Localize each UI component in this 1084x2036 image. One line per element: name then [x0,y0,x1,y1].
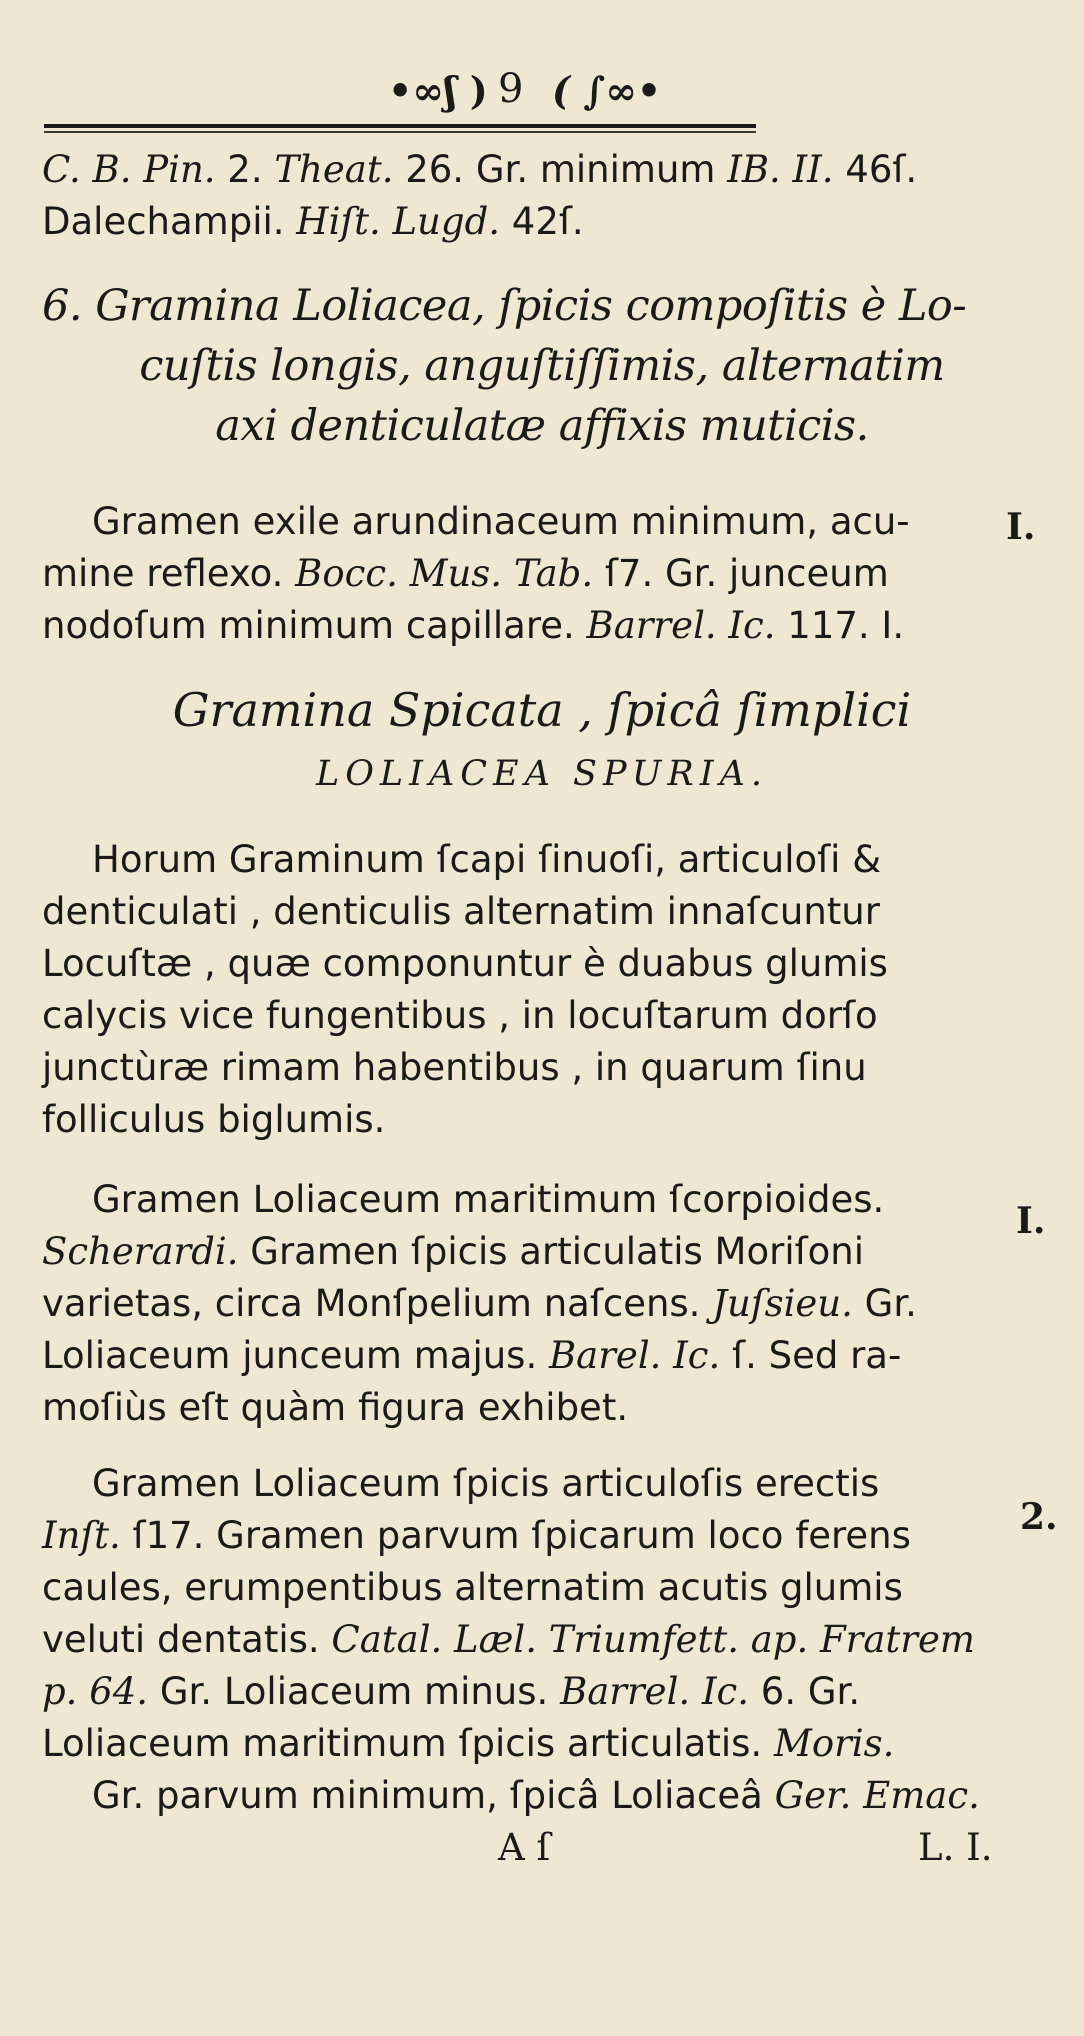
entry-line [92,1774,980,1818]
ref-text: 46ſ. [833,148,918,191]
entry-line [42,1514,911,1558]
entry-text: Loliaceum junceum majus. [42,1334,549,1377]
margin-number: I. [1016,1200,1046,1242]
description-line: Horum Graminum ſcapi ſinuoſi, articuloſi & [92,838,882,881]
entry-text: Gr. [852,1282,917,1325]
entry-text: 117. I. [775,604,905,647]
running-header [0,58,1084,118]
ref-text: 42ſ. [500,200,584,243]
margin-number: 2. [1020,1496,1058,1538]
entry-text: Ger. Emac. [774,1774,980,1817]
entry-text: p. 64. [42,1670,149,1713]
entry-text: veluti dentatis. [42,1618,332,1661]
entry-line: Gramen Loliaceum maritimum ſcorpioides. [92,1178,885,1221]
section-heading-6: 6. Gramina Loliacea, ſpicis compoſitis è Lo- [42,281,967,331]
ref-text: Theat. [274,148,394,191]
ref-text: C. B. Pin. [42,148,216,191]
entry-line [42,1670,860,1714]
signature-mark: A ſ [498,1826,551,1869]
description-line: denticulati , denticulis alternatim innaſcuntur [42,890,880,933]
entry-text: Bocc. Mus. Tab. [295,552,594,595]
entry-text: Inſt. [42,1514,121,1557]
entry-line: caules, erumpentibus alternatim acutis glumis [42,1566,903,1609]
entry-text: Loliaceum maritimum ſpicis articulatis. [42,1722,774,1765]
section-heading-6: axi denticulatæ affixis muticis. [215,401,869,451]
entry-line [42,1230,864,1274]
entry-text: 6. Gr. [749,1670,861,1713]
entry-text: Gr. Loliaceum minus. [148,1670,561,1713]
entry-text: ſ. Sed ra- [720,1334,902,1377]
margin-number: I. [1006,506,1036,548]
entry-line [42,1618,975,1662]
ref-text: IB. II. [727,148,834,191]
entry-text: Barrel. Ic. [586,604,776,647]
entry-text: Catal. Læl. Triumfett. ap. Fratrem [331,1618,975,1661]
entry-line [42,552,889,596]
entry-line [42,1282,917,1326]
header-ornament-right: ( ∫∞• [552,68,662,113]
entry-text: Barrel. Ic. [560,1670,750,1713]
entry-text: mine reflexo. [42,552,296,595]
catchword: L. I. [918,1826,993,1869]
reference-line [42,200,584,244]
entry-line [42,604,904,648]
ref-text: 2. [215,148,275,191]
entry-line [42,1334,901,1378]
entry-text: nodoſum minimum capillare. [42,604,587,647]
page-number: 9 [498,66,524,112]
entry-line [42,1722,894,1766]
section-heading-6: cuſtis longis, anguſtiſſimis, alternatim [139,341,945,391]
entry-text: ſ17. Gramen parvum ſpicarum loco ferens [120,1514,911,1557]
entry-text: Juſsieu. [712,1282,853,1325]
entry-text: Scherardi. [42,1230,239,1273]
header-rule [44,124,756,128]
description-line: folliculus biglumis. [42,1098,386,1141]
entry-text: varietas, circa Monſpelium naſcens. [42,1282,713,1325]
reference-line [42,148,917,192]
entry-text: Gr. parvum minimum, ſpicâ Loliaceâ [92,1774,775,1817]
entry-text: Gramen ſpicis articulatis Moriſoni [238,1230,864,1273]
section-subheading: LOLIACEA SPURIA. [316,754,768,794]
description-line: Locuſtæ , quæ componuntur è duabus glumis [42,942,888,985]
entry-line: Gramen Loliaceum ſpicis articuloſis erectis [92,1462,880,1505]
entry-line: moſiùs eſt quàm figura exhibet. [42,1386,629,1429]
description-line: junctùræ rimam habentibus , in quarum ſinu [42,1046,867,1089]
header-rule-thin [44,131,756,133]
ref-text: Dalechampii. [42,200,297,243]
description-line: calycis vice fungentibus , in locuſtarum dorſo [42,994,878,1037]
entry-text: Moris. [773,1722,895,1765]
ref-text: Hiſt. Lugd. [296,200,501,243]
entry-line: Gramen exile arundinaceum minimum, acu- [92,500,910,543]
section-heading: Gramina Spicata , ſpicâ ſimplici [172,683,912,737]
entry-text: ſ7. Gr. junceum [593,552,889,595]
ref-text: 26. Gr. minimum [393,148,728,191]
header-ornament-left: •∞ʃ ) [388,68,488,113]
entry-text: Barel. Ic. [548,1334,721,1377]
